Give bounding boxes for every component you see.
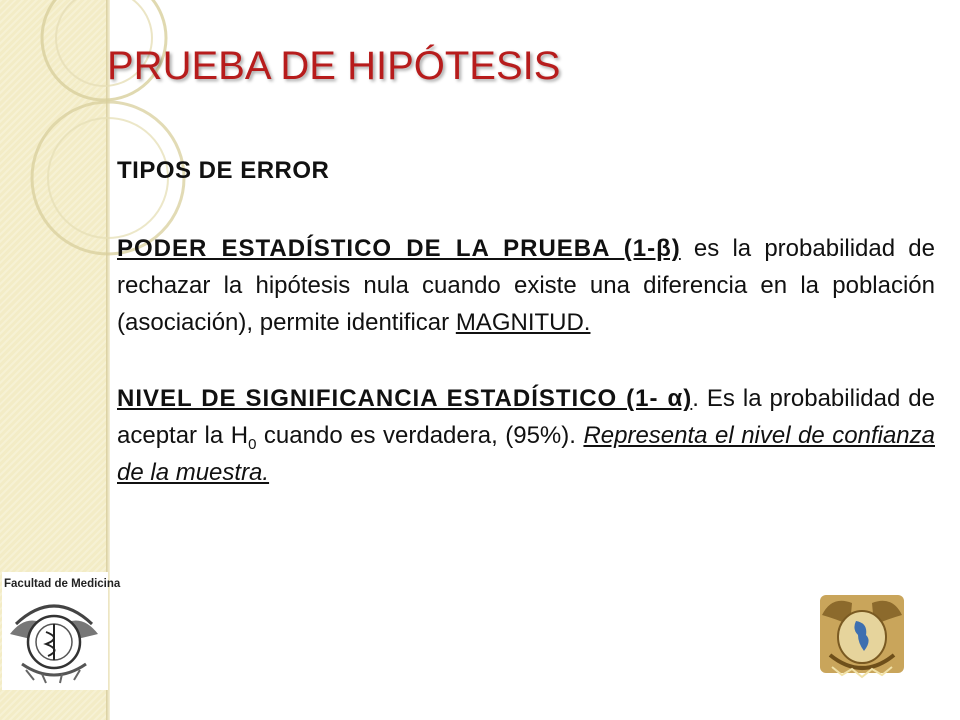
subscript-zero: 0 [248, 435, 257, 453]
power-emphasis: MAGNITUD. [455, 309, 591, 336]
significance-italic: Representa el nivel de confianza de la muestra. [117, 422, 935, 486]
subheading: TIPOS DE ERROR [117, 157, 330, 184]
power-paragraph [117, 230, 935, 341]
significance-text-before: . Es la probabilidad de aceptar la H [117, 385, 935, 449]
significance-term: NIVEL DE SIGNIFICANCIA ESTADÍSTICO (1- α) [117, 385, 693, 412]
slide-content [117, 152, 935, 530]
faculty-seal-icon [4, 594, 104, 684]
university-seal-icon [812, 585, 912, 685]
significance-paragraph [117, 380, 935, 491]
faculty-logo-label: Facultad de Medicina [4, 578, 121, 590]
significance-text-after: cuando es verdadera, (95%). [256, 422, 584, 449]
slide-title: PRUEBA DE HIPÓTESIS [107, 44, 561, 88]
power-text: es la probabilidad de rechazar la hipótesis nula cuando existe una diferencia en la población (asociación), permite identificar [117, 235, 935, 336]
power-term: PODER ESTADÍSTICO DE LA PRUEBA (1-β) [117, 235, 681, 262]
